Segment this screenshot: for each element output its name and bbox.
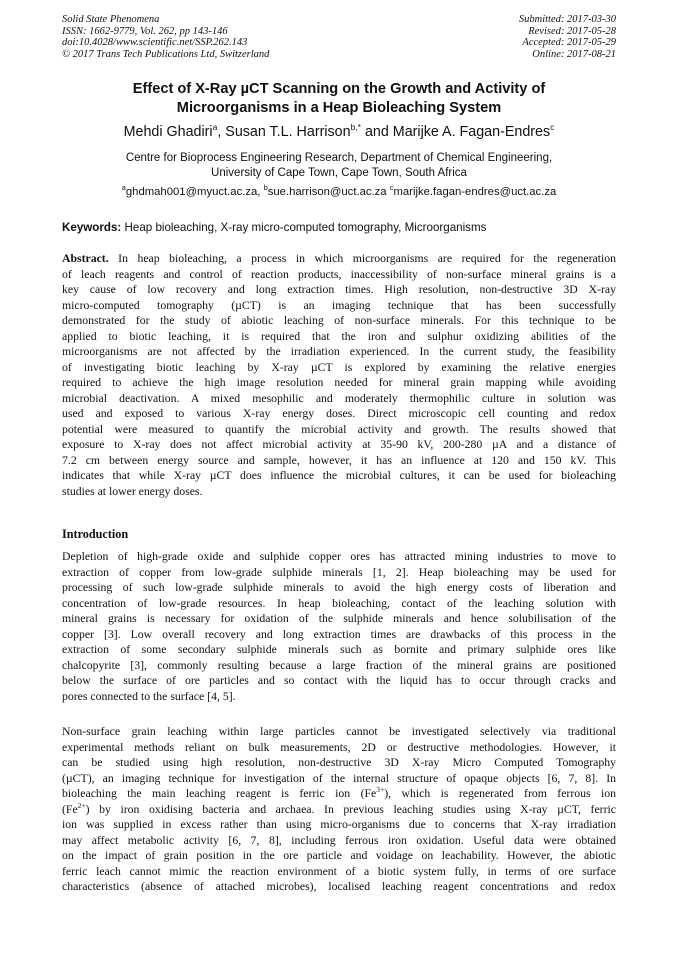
author-1: Mehdi Ghadiri [123, 124, 213, 140]
abstract-line: of leach reagents and control of reaction products, inaccessibility of non-surface mineral grains is a [62, 267, 616, 281]
submitted-date: Submitted: 2017-03-30 [518, 14, 616, 25]
paragraph-line: ion was supplied in excess rather than using micro-organisms due to concerns that X-ray irradiation [62, 818, 616, 831]
email-c-mark: c [389, 183, 394, 192]
email-b[interactable]: sue.harrison@uct.ac.za [267, 186, 390, 198]
title-line-2: Microorganisms in a Heap Bioleaching System [176, 100, 502, 116]
abstract-line: required to achieve the high image resolution needed for mineral grain mapping while avoiding [62, 376, 616, 389]
abstract-line: used and exposed to various X-ray energy doses. Direct microscopic cell counting and redox [62, 407, 616, 420]
abstract-line: demonstrated for the study of abiotic leaching of non-surface minerals. For this technique to be [62, 314, 616, 327]
intro-paragraph-1 [62, 549, 616, 704]
affiliation-line-2: University of Cape Town, Cape Town, South Africa [211, 166, 467, 179]
keywords [62, 221, 616, 234]
abstract-line: indicates that while X-ray µCT does influence the microbial cultures, it can be used for bioleaching [62, 469, 616, 482]
abstract-line: Abstract. In heap bioleaching, a process in which microorganisms are required for the regeneration [62, 252, 616, 265]
journal-info [62, 14, 269, 60]
paragraph-line: (µCT), an imaging technique for investigation of the internal structure of opaque objects [6, 7, 8]. In [62, 771, 616, 785]
abstract-line: microorganisms are not affected by the irradiation experienced. In the current study, the feasibility [62, 345, 616, 358]
email-b-mark: b [263, 183, 268, 192]
author-list [62, 124, 616, 140]
issn-volume-pages: ISSN: 1662-9779, Vol. 262, pp 143-146 [62, 25, 228, 37]
abstract-line: microbial deactivation. A mixed mesophilic and moderately thermophilic culture in solution was [62, 391, 616, 405]
abstract-line: key cause of low recovery and long extraction times. High resolution, non-destructive 3D X-ray [62, 283, 616, 296]
keywords-label: Keywords: [62, 221, 122, 234]
abstract-line: exposure to X-ray does not affect microbial activity at 35-90 kV, 200-280 µA and a distance of [62, 438, 616, 451]
online-date: Online: 2017-08-21 [532, 48, 616, 60]
intro-paragraph-2 [62, 724, 616, 895]
author-2: Susan T.L. Harrison [225, 124, 351, 140]
accepted-date: Accepted: 2017-05-29 [522, 37, 616, 49]
paragraph-line: can be studied using high resolution, non-destructive 3D X-ray Micro Computed Tomography [62, 756, 616, 769]
abstract [62, 251, 616, 499]
email-a-mark: a [121, 183, 126, 192]
author-separator: , [217, 124, 226, 140]
ferrous-charge: 2+ [77, 800, 86, 810]
journal-name: Solid State Phenomena [62, 14, 160, 25]
title-line-1: Effect of X-Ray µCT Scanning on the Growth and Activity of [132, 81, 546, 97]
paragraph-line: extraction of copper from low-grade sulphide minerals [1, 2]. Heap bioleaching may be used for [62, 565, 616, 579]
paragraph-line: processing of such low-grade sulphide minerals to avoid the high energy costs of liberation and [62, 581, 616, 594]
abstract-label: Abstract. [62, 252, 109, 265]
paragraph-line: ferric leach cannot mimic the reaction environment of a biotic system fully, in terms of ore surface [62, 864, 616, 878]
author-3-affil-mark: c [550, 122, 555, 132]
section-heading-introduction: Introduction [62, 527, 129, 541]
paragraph-line: characteristics (absence of attached microbes), localised leaching reagent concentrations and redox [62, 880, 616, 893]
author-emails [62, 183, 616, 198]
paragraph-line: Non-surface grain leaching within large particles cannot be investigated selectively via traditional [62, 725, 616, 738]
paragraph-line: experimental methods reliant on bulk measurements, 2D or destructive methodologies. However, it [62, 740, 616, 754]
abstract-line: applied to biotic leaching, it is required that the iron and sulphur oxidizing abilities of the [62, 329, 616, 343]
abstract-line: studies at lower energy doses. [62, 484, 203, 498]
publication-dates [519, 14, 616, 60]
doi[interactable]: doi:10.4028/www.scientific.net/SSP.262.143 [62, 37, 248, 49]
author-3: Marijke A. Fagan-Endres [392, 124, 551, 140]
abstract-line: micro-computed tomography (µCT) is an imaging technique that has been successfully [62, 298, 616, 312]
paragraph-line: extraction of some secondary sulphide minerals such as bornite and primary sulphide ores like [62, 643, 616, 656]
email-c[interactable]: marijke.fagan-endres@uct.ac.za [393, 186, 557, 198]
affiliation [62, 151, 616, 181]
paragraph-line: copper [3]. Low overall recovery and long extraction times are drawbacks of this process in the [62, 627, 616, 641]
author-1-affil-mark: a [212, 122, 218, 132]
paragraph-line: $(Fe^{2+})$ by iron oxidising bacteria and archaea. In previous leaching studies using X-ray µCT, ferric [62, 800, 616, 816]
paragraph-line: below the surface of ore particles and so contact with the liquid has to occur through cracks and [62, 674, 616, 687]
paragraph-line: on the impact of grain position in the ore particle and voidage on leachability. However, the abiotic [62, 849, 616, 862]
affiliation-line-1: Centre for Bioprocess Engineering Research, Department of Chemical Engineering, [125, 152, 553, 164]
paragraph-line: Depletion of high-grade oxide and sulphide copper ores has attracted mining industries to move to [62, 550, 616, 563]
paragraph-line: may affect metabolic activity [6, 7, 8], including ferrous iron oxidation. Useful data were obtained [62, 833, 616, 847]
keywords-text: Heap bioleaching, X-ray micro-computed tomography, Microorganisms [121, 221, 487, 234]
paragraph-line: concentration of low-grade resources. In heap bioleaching, contact of the leaching solution with [62, 596, 616, 610]
abstract-line: 7.2 cm between energy source and sample, however, it has an influence at 120 and 150 kV. This [62, 453, 616, 467]
copyright: © 2017 Trans Tech Publications Ltd, Switzerland [62, 48, 270, 60]
paragraph-line: bioleaching the main leaching reagent is ferric ion $(Fe^{3+})$, which is regenerated from ferrous ion [62, 785, 617, 800]
revised-date: Revised: 2017-05-28 [528, 25, 616, 37]
ferric-charge: 3+ [376, 785, 385, 794]
abstract-line: of investigating biotic leaching by X-ray µCT is explored by examining the relative energies [62, 360, 616, 374]
paragraph-line: pores connected to the surface [4, 5]. [62, 689, 236, 703]
author-2-affil-mark: b,* [350, 122, 361, 132]
paper-title [62, 80, 616, 118]
paragraph-line: mineral grains is necessary for oxidation of the sulphide minerals and hence solubilisation of the [62, 612, 616, 625]
email-a[interactable]: ghdmah001@myuct.ac.za, [125, 186, 264, 198]
author-separator: and [360, 124, 393, 140]
paragraph-line: chalcopyrite [3], commonly resulting because a large fraction of the mineral grains are positioned [62, 658, 616, 672]
abstract-line: potential were measured to quantify the microbial activity and growth. The results showed that [62, 422, 616, 436]
